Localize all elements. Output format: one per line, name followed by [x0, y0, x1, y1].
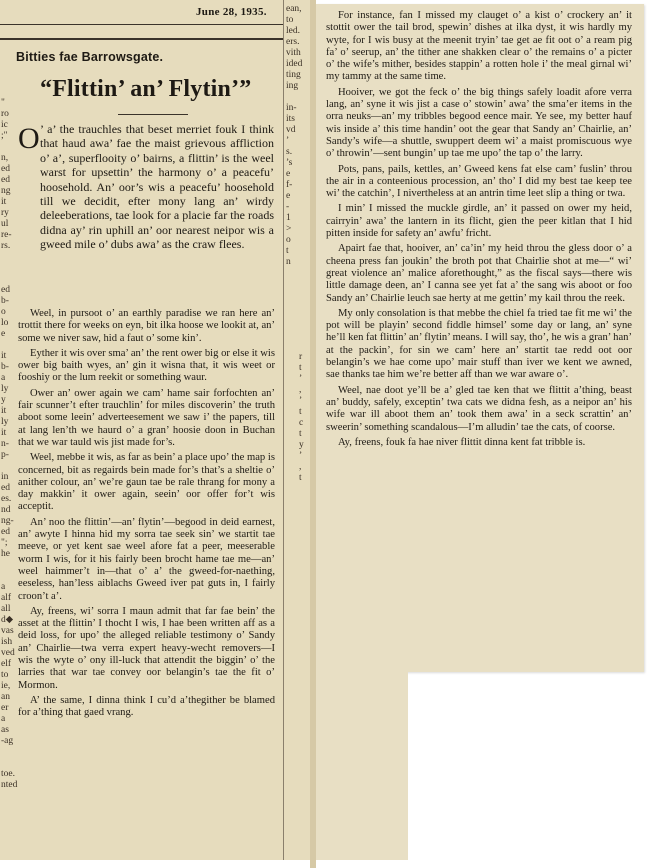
header-rule [0, 38, 284, 40]
right-margin-fragments-lower: r t ’ , ’ t c t y ’ , t [299, 352, 304, 483]
body-paragraph: Ower an’ ower again we cam’ hame sair forfochten an’ fair scunner’t efter trauchlin’ for miles discoverin’ the truth aboot some leein’ adverteesement we saw i’ the papers, till at lang len’th we haurd o’ a gran’ hoosie doon in Buchan that we war tauld wis jist made for’s. [18, 387, 275, 448]
body-paragraph: Weel, mebbe it wis, as far as bein’ a place upo’ the map is concerned, bit as regairds bein made for’s that’s a sheltie o’ anither colour, an’ we’re gaun tae be rale thrang for mony a day makkin’ it ower again, seein’ oor offer for’t wis acceptit. [18, 452, 275, 513]
left-column-body [18, 308, 275, 723]
top-rule [0, 24, 284, 25]
body-paragraph: I min’ I missed the muckle girdle, an’ it passed on ower my heid, cairryin’ awa’ the lantern in its flicht, gien the peer kitlan that I hid pitten inside for safety an’ awfu’ fricht. [326, 203, 632, 240]
lead-paragraph: ’ a’ the trauchles that beset merriet fouk I think that haud awa’ fae the maist grievous affliction o’ a’, superflooity o’ bairns, a flittin’ is the weel warst for upsettin’ the harmony o’ a peacefu’ hoosehold. An’ oor’s wis a peacefu’ hoosehold till we decidit, efter mony lang an’ wirdy deleeberations, tae look for a placie far the roads didna ay’ rin uphill an’ oor nearest neipor wis a gweed mile o’ dubs awa’ as the craw flees. [40, 122, 274, 252]
issue-date: June 28, 1935. [196, 6, 267, 18]
body-paragraph: For instance, fan I missed my clauget o’ a kist o’ crockery an’ it stottit ower the tail brod, spewin’ dishes at ilka dyst, it wis hardly my wyte, for I wis busy at the meenit tryin’ tae get ae fit oot o’ a ream pig fa’ o’ seerup, an’ the tither ane shakken clear o’ the remains o’ a picter o’ the wife’s mither, besides stappin’ a rotten hole i’ the meal girnal wi’ my tammy at the same time. [326, 10, 632, 83]
right-column-body [326, 10, 632, 452]
body-paragraph: Weel, nae doot ye’ll be a’ gled tae ken that we flittit a’thing, beast an’ buddy, safely, exceptin’ twa cats we didna fesh, as a neipor an’ his wife war ill aboot them an’ took them awa’ in a seck scrattin’ an’ sweerin’ something scandalous—I’m alludin’ tae the cats, of coorse. [326, 384, 632, 433]
column-kicker: Bitties fae Barrowsgate. [16, 50, 164, 64]
drop-cap: O [18, 122, 40, 155]
body-paragraph: Eyther it wis over sma’ an’ the rent ower big or else it wis ower big baith wyes, an’ gin it wisna that, it wis weet or fooshiy or the lum reekit or something waur. [18, 347, 275, 384]
torn-edge [310, 0, 316, 868]
body-paragraph: My only consolation is that mebbe the chiel fa tried tae fit me wi’ the pot will be playin’ second fiddle himsel’ some day or lang, an’ syne he’ll ken fat flittin’ an’ flytin’ means. I will say, tho’, he wis a gran’ han’ at the packin’, for sin we cam’ here an’ startit tae redd oot oor belangin’s we hae come upo’ mair stuff than iver we kent we awned, sae thanks tae him we’re better aff than we war aware o’. [326, 307, 632, 381]
body-paragraph: Pots, pans, pails, kettles, an’ Gweed kens fat else cam’ fuslin’ throu the air in a conteenious procession, an’ tho’ I did my best tae keep tee wi’ the catchin’, I nivertheless at an antrin time leet slip a thing or twa. [326, 163, 632, 200]
headline-rule [118, 114, 188, 115]
article-headline: “Flittin’ an’ Flytin’” [40, 76, 252, 102]
body-paragraph: Ay, freens, fouk fa hae niver flittit dinna kent fat tribble is. [338, 436, 586, 448]
body-paragraph: Apairt fae that, hooiver, an’ ca’in’ my heid throu the gless door o’ a cheena press fan joukin’ the broth pot that Chairlie shot at me—“ wi’ great violence an’ malice aforethought,” as the fiscal says—there wis little damage deen, an’ I canna see yet fat a’ the sang wis aboot or foo Sandy an’ Chairlie leuch sae herty at me gettin’ my kail throu the reek. [326, 243, 632, 304]
body-paragraph: An’ noo the flittin’—an’ flytin’—begood in deid earnest, an’ awyte I hinna hid my sorra tae seek sin’ we startit tae meeve, or yet kent sae weel afore fat a peer, meeserable worm I wis, for it his fairly been brocht hame tae me—an’ weel haimmer’t in—that o’ a’ the gweed-for-naething, eeseless, han’less aiblachs Gweed iver pat guts in, I fairly croon’t a’. [18, 516, 275, 602]
body-paragraph: Hooiver, we got the feck o’ the big things safely loadit afore verra lang, an’ syne it wis jist a case o’ stowin’ awa’ the sma’er items in the orra neuks—an’ my tribbles begood eence mair. Ye see, my better hauf wis inside a’ this time handin’ oot the gear that Sandy an’ Chairlie, an’ Sandy’s wife—a shuttle, swuppert deem wi’ a maist promiscuous wye o’ throwin’—sent bungin’ up tae me upo’ the tap o’ the larry. [326, 86, 632, 160]
body-paragraph: Weel, in pursoot o’ an earthly paradise we ran here an’ trottit there for weeks on eyn, bit ilka hoose we lookit at, an’ some we niver saw, hid a faut o’ some kin’. [18, 308, 275, 344]
left-margin-fragments: " ro ic ;" n, ed ed ng it ry ul re- rs. ed b- o lo e it b- a ly y it ly it n- p- in ed es. nd ng- ed "; he a alf all d◆ vas ish ved elf to ie, an er a as -ag toe. nted [1, 98, 18, 790]
body-paragraph: Ay, freens, wi’ sorra I maun admit that far fae bein’ the asset at the flittin’ I thocht I wis, I hae been written aff as a deid loss, for upo’ the alleged reliable testimony o’ Sandy an’ Chairlie—twa verra expert heavy-wecht removers—I wis the wyte o’ ony ill-luck that attendit the biggin’ o’ the larries that war tae convey oor belangin’s tae the fit o’ Mormon. [18, 605, 275, 691]
column-rule [283, 0, 284, 860]
body-paragraph: A’ the same, I dinna think I cu’d a’thegither be blamed for a’thing that gaed vrang. [18, 694, 275, 719]
right-margin-fragments-top: ean, to led. ers. vith ided ting ing in- its vd ’ s. ’s e f- e - 1 > o t n [286, 4, 303, 267]
right-clipping-tail [316, 672, 408, 860]
